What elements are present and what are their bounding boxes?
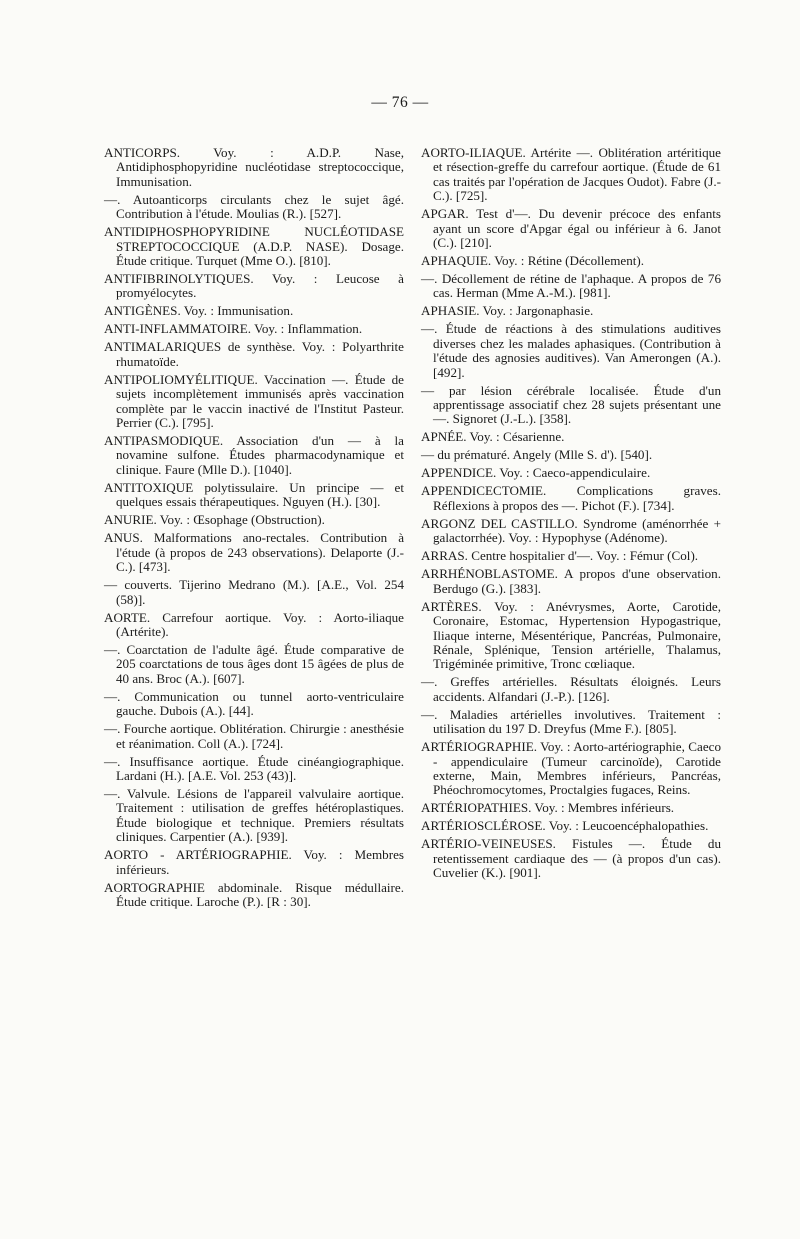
index-entry: APPENDICECTOMIE. Complications graves. Réflexions à propos des —. Pichot (F.). [734]. [421, 483, 721, 513]
index-entry: AORTO - ARTÉRIOGRAPHIE. Voy. : Membres inférieurs. [104, 847, 404, 877]
index-entry: ARTÉRIO-VEINEUSES. Fistules —. Étude du retentissement cardiaque des — (à propos d'un cas). Cuvelier (K.). [901]. [421, 836, 721, 881]
index-entry: APPENDICE. Voy. : Caeco-appendiculaire. [421, 465, 651, 481]
index-entry: ANTIFIBRINOLYTIQUES. Voy. : Leucose à promyélocytes. [104, 271, 404, 301]
index-entry: ANTIGÈNES. Voy. : Immunisation. [104, 303, 294, 319]
index-entry: ARTÉRIOPATHIES. Voy. : Membres inférieurs. [421, 800, 675, 816]
index-entry: ARTÉRIOGRAPHIE. Voy. : Aorto-artériographie, Caeco - appendiculaire (Tumeur carcinoïde), Carotide externe, Main, Membres inférieurs, Pancréas, Phéochromocytomes, Proctalgies fugaces, Reins. [421, 739, 721, 798]
index-entry: —. Communication ou tunnel aorto-ventriculaire gauche. Dubois (A.). [44]. [104, 688, 404, 719]
index-entry: —. Étude de réactions à des stimulations auditives diverses chez les malades aphasiques. (Contribution à l'étude des agnosies auditives). Van Amerongen (A.). [492]. [421, 321, 721, 380]
index-entry: ANTIDIPHOSPHOPYRIDINE NUCLÉOTIDASE STREPTOCOCCIQUE (A.D.P. NASE). Dosage. Étude critique. Turquet (Mme O.). [810]. [104, 224, 404, 269]
right-column [421, 146, 721, 884]
index-entry: ANUS. Malformations ano-rectales. Contribution à l'étude (à propos de 243 observations). Delaporte (J.-C.). [473]. [104, 530, 404, 575]
index-entry: —. Décollement de rétine de l'aphaque. A propos de 76 cas. Herman (Mme A.-M.). [981]. [421, 271, 721, 301]
index-entry: ANTI-INFLAMMATOIRE. Voy. : Inflammation. [104, 321, 363, 337]
index-entry: —. Greffes artérielles. Résultats éloignés. Leurs accidents. Alfandari (J.-P.). [126]. [421, 674, 721, 704]
index-entry: APGAR. Test d'—. Du devenir précoce des enfants ayant un score d'Apgar égal ou inférieur à 6. Janot (C.). [210]. [421, 206, 721, 251]
index-entry: ANTIPOLIOMYÉLITIQUE. Vaccination —. Étude de sujets incomplètement immunisés après vaccination complète par le vaccin inactivé de l'Institut Pasteur. Perrier (C.). [795]. [104, 371, 404, 431]
index-entry: APNÉE. Voy. : Césarienne. [421, 429, 565, 445]
index-entry: ARRAS. Centre hospitalier d'—. Voy. : Fémur (Col). [421, 548, 699, 564]
left-column [104, 146, 404, 913]
index-entry: —. Fourche aortique. Oblitération. Chirurgie : anesthésie et réanimation. Coll (A.). [724]. [104, 721, 404, 751]
index-entry: ARGONZ DEL CASTILLO. Syndrome (aménorrhée + galactorrhée). Voy. : Hypophyse (Adénome). [421, 515, 721, 546]
index-entry: ARTÈRES. Voy. : Anévrysmes, Aorte, Carotide, Coronaire, Estomac, Hypertension Hypogastrique, Iliaque interne, Mésentérique, Pancréas, Pulmonaire, Rénale, Splénique, Tension artérielle, Thalamus, Trigéminée primitive, Tronc cœliaque. [421, 598, 721, 672]
index-entry: ANURIE. Voy. : Œsophage (Obstruction). [104, 512, 325, 528]
index-entry: —. Autoanticorps circulants chez le sujet âgé. Contribution à l'étude. Moulias (R.). [527]. [104, 191, 404, 222]
index-entry: APHASIE. Voy. : Jargonaphasie. [421, 303, 594, 319]
index-entry: ARTÉRIOSCLÉROSE. Voy. : Leucoencéphalopathies. [421, 818, 709, 834]
index-entry: —. Coarctation de l'adulte âgé. Étude comparative de 205 coarctations de tous âges dont 15 âgées de plus de 40 ans. Broc (A.). [607]. [104, 641, 404, 686]
index-entry: —. Valvule. Lésions de l'appareil valvulaire aortique. Traitement : utilisation de greffes hétéroplastiques. Étude biologique et technique. Premiers résultats cliniques. Carpentier (A.). [939]. [104, 785, 404, 845]
index-entry: AORTE. Carrefour aortique. Voy. : Aorto-iliaque (Artérite). [104, 609, 404, 639]
index-entry: ANTIMALARIQUES de synthèse. Voy. : Polyarthrite rhumatoïde. [104, 339, 404, 369]
index-entry: APHAQUIE. Voy. : Rétine (Décollement). [421, 253, 645, 269]
index-entry: ANTITOXIQUE polytissulaire. Un principe — et quelques essais thérapeutiques. Nguyen (H.). [30]. [104, 479, 404, 510]
index-entry: AORTOGRAPHIE abdominale. Risque médullaire. Étude critique. Laroche (P.). [R : 30]. [104, 879, 404, 909]
index-entry: ANTICORPS. Voy. : A.D.P. Nase, Antidiphosphopyridine nucléotidase streptococcique, Immunisation. [104, 145, 404, 189]
index-entry: AORTO-ILIAQUE. Artérite —. Oblitération artéritique et résection-greffe du carrefour aortique. (Étude de 61 cas traités par l'opération de Jacques Oudot). Fabre (J.-C.). [725]. [421, 145, 721, 204]
index-entry: ARRHÉNOBLASTOME. A propos d'une observation. Berdugo (G.). [383]. [421, 566, 721, 596]
index-entry: —. Insuffisance aortique. Étude cinéangiographique. Lardani (H.). [A.E. Vol. 253 (43)]. [104, 753, 404, 783]
index-entry: — couverts. Tijerino Medrano (M.). [A.E., Vol. 254 (58)]. [104, 577, 404, 607]
page-number: — 76 — [371, 94, 429, 111]
index-entry: —. Maladies artérielles involutives. Traitement : utilisation du 197 D. Dreyfus (Mme F.). [805]. [421, 706, 721, 737]
index-entry: — par lésion cérébrale localisée. Étude d'un apprentissage associatif chez 28 sujets présentant une —. Signoret (J.-L.). [358]. [421, 382, 721, 427]
index-entry: ANTIPASMODIQUE. Association d'un — à la novamine sulfone. Études pharmacodynamique et clinique. Faure (Mlle D.). [1040]. [104, 433, 404, 477]
index-entry: — du prématuré. Angely (Mlle S. d'). [540]. [421, 447, 653, 463]
